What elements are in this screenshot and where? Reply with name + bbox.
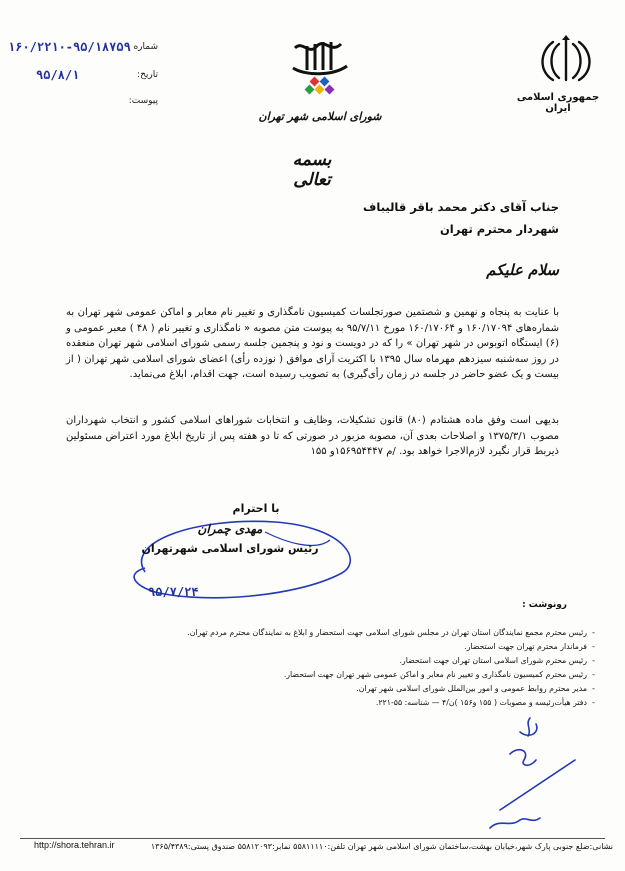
- number-value: ۱۶۰/۲۲۱۰-۹۵/۱۸۷۵۹: [8, 40, 131, 54]
- signatory-name: مهدی چمران: [197, 522, 263, 536]
- greeting: سلام علیکم: [486, 261, 559, 279]
- handwritten-date: ۹۵/۷/۲۴: [148, 585, 199, 599]
- cc-item: - فرماندار محترم تهران جهت استحضار.: [35, 640, 595, 654]
- cc-item: - رئیس محترم کمیسیون نامگذاری و تغییر نام معابر و اماکن عمومی شهر تهران جهت استحضار.: [35, 668, 595, 682]
- iran-emblem-icon: [535, 34, 597, 84]
- tehran-council-logo-icon: [285, 34, 355, 104]
- footer-divider: [20, 838, 605, 839]
- number-label: شماره: [133, 42, 158, 52]
- letter-attachment: [8, 96, 158, 112]
- date-value: ۹۵/۸/۱: [36, 68, 80, 82]
- letter-date: [8, 70, 158, 86]
- footer-url: http://shora.tehran.ir: [34, 840, 115, 850]
- cc-item: - دفتر هیأت‌رئیسه و مصوبات ( ۱۵۵ و۱۵۶ )ن/۴ — شناسه: ۵۵-۲۲۱.: [35, 696, 595, 710]
- cc-item: - رئیس محترم شورای اسلامی استان تهران جهت استحضار.: [35, 654, 595, 668]
- cc-item: - مدیر محترم روابط عمومی و امور بین‌الملل شورای اسلامی شهر تهران.: [35, 682, 595, 696]
- recipient-name: جناب آقای دکتر محمد باقر قالیباف: [363, 200, 559, 214]
- cc-list: [35, 626, 595, 710]
- signatory-title: رئیس شورای اسلامی شهرتهران: [141, 542, 319, 555]
- footer-address: نشانی:ضلع جنوبی پارک شهر،خیابان بهشت،ساختمان شورای اسلامی شهر تهران تلفن:۵۵۸۱۱۱۱۰ نمابر:۵۵۸۱۲۰۹۳ صندوق پستی:۱۳۶۵/۴۳۸۹: [150, 842, 613, 851]
- council-name: شورای اسلامی شهر تهران: [258, 110, 382, 123]
- recipient-title: شهردار محترم تهران: [439, 222, 559, 236]
- letter-number: [8, 42, 158, 58]
- bismillah-heading: بسمه تعالی: [292, 150, 332, 190]
- cc-heading: رونوشت :: [522, 600, 567, 610]
- date-label: تاریخ:: [137, 70, 158, 80]
- body-paragraph-1: با عنایت به پنجاه و نهمین و شصتمین صورتجلسات کمیسیون نامگذاری و تغییر نام معابر و اماکن عمومی شهر تهران به شماره‌های ۱۶۰/۱۷۰۹۴ و ۱۶۰/۱۷۰۶۴ مورخ ۹۵/۷/۱۱ به پیوست متن مصوبه « نامگذاری و تغییر نام ( ۴۸ ) معبر عمومی و (۶) ایستگاه اتوبوس در شهر تهران » را که در دویست و نود و پنجمین جلسه رسمی شورای اسلامی شهر تهران منعقده در روز سه‌شنبه سیزدهم مهرماه سال ۱۳۹۵ با اکثریت آرای موافق ( نوزده رأی) اعضای شورای اسلامی شهر تهران ( از بیست و یک عضو حاضر در جلسه در زمان رأی‌گیری) به تصویب رسیده است، جهت اقدام، ابلاغ می‌نماید.: [66, 307, 560, 380]
- body-paragraph-2: بدیهی است وفق ماده هشتادم (۸۰) قانون تشکیلات، وظایف و انتخابات شوراهای اسلامی کشور و انتخاب شهرداران مصوب ۱۳۷۵/۳/۱ و اصلاحات بعدی آن، مصوبه مزبور در صورتی که تا دو هفته پس از تاریخ ابلاغ مورد اعتراض مسئولین ذیربط قرار نگیرد لازم‌الاجرا خواهد بود. /م ۱۵۶۹۵۴۴۴۷و ۱۵۵: [66, 415, 559, 457]
- attachment-label: پیوست:: [128, 96, 158, 106]
- handwritten-note-icon: [480, 710, 590, 840]
- cc-item: - رئیس محترم مجمع نمایندگان استان تهران در مجلس شورای اسلامی جهت استحضار و ابلاغ به نمایندگان محترم مردم تهران.: [35, 626, 595, 640]
- closing-phrase: با احترام: [232, 502, 280, 515]
- country-name: جمهوری اسلامی ایران: [516, 92, 600, 114]
